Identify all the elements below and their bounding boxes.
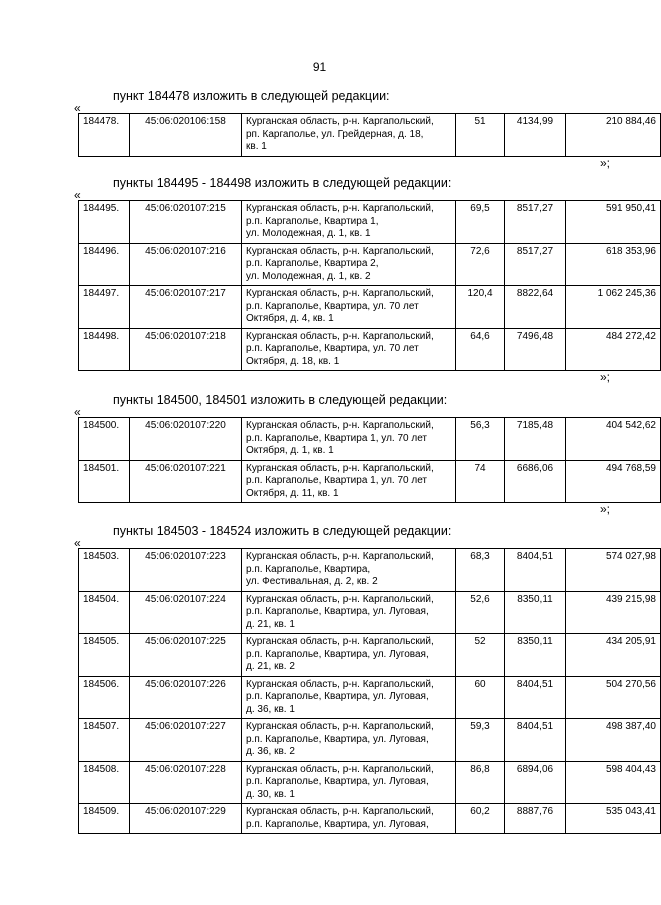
- cadastral-number-cell: 45:06:020107:218: [130, 328, 242, 371]
- address-line: д. 21, кв. 2: [246, 661, 295, 672]
- address-line: ул. Молодежная, д. 1, кв. 2: [246, 270, 371, 282]
- area-cell: 74: [456, 460, 505, 503]
- table-row: [79, 591, 661, 634]
- unit-price-cell: 8517,27: [505, 201, 566, 244]
- item-number-cell: 184506.: [79, 676, 130, 719]
- address-line: Курганская область, р-н. Каргапольский,: [246, 116, 434, 127]
- table-row: [79, 286, 661, 329]
- item-number-cell: 184509.: [79, 804, 130, 834]
- address-line: р.п. Каргаполье, Квартира, ул. Луговая,: [246, 648, 429, 660]
- unit-price-cell: 6686,06: [505, 460, 566, 503]
- section-heading: пункты 184503 - 184524 изложить в следующей редакции:: [113, 524, 452, 538]
- address-line: Курганская область, р-н. Каргапольский,: [246, 636, 434, 647]
- address-line: Курганская область, р-н. Каргапольский,: [246, 462, 434, 474]
- total-value-cell: 498 387,40: [566, 719, 661, 762]
- section-heading: пункт 184478 изложить в следующей редакции:: [113, 89, 390, 103]
- address-line: Курганская область, р-н. Каргапольский,: [246, 420, 434, 431]
- address-line: Курганская область, р-н. Каргапольский,: [246, 288, 434, 299]
- cadastral-number-cell: 45:06:020107:229: [130, 804, 242, 834]
- property-table: [78, 113, 661, 157]
- address-line: р.п. Каргаполье, Квартира, ул. 70 лет: [246, 343, 419, 354]
- address-line: Курганская область, р-н. Каргапольский,: [246, 330, 434, 342]
- area-cell: 59,3: [456, 719, 505, 762]
- area-cell: 52: [456, 634, 505, 677]
- item-number-cell: 184497.: [79, 286, 130, 329]
- property-table: [78, 417, 661, 503]
- cadastral-number-cell: 45:06:020107:228: [130, 761, 242, 804]
- unit-price-cell: 8517,27: [505, 243, 566, 286]
- total-value-cell: 1 062 245,36: [566, 286, 661, 329]
- item-number-cell: 184508.: [79, 761, 130, 804]
- unit-price-cell: 4134,99: [505, 114, 566, 157]
- area-cell: 60: [456, 676, 505, 719]
- section-heading: пункты 184495 - 184498 изложить в следующей редакции:: [113, 176, 452, 190]
- address-line: Октября, д. 1, кв. 1: [246, 445, 334, 456]
- table-row: [79, 634, 661, 677]
- address-line: Курганская область, р-н. Каргапольский,: [246, 678, 434, 690]
- table-row: [79, 243, 661, 286]
- unit-price-cell: 8350,11: [505, 634, 566, 677]
- item-number-cell: 184498.: [79, 328, 130, 371]
- cadastral-number-cell: 45:06:020107:224: [130, 591, 242, 634]
- cadastral-number-cell: 45:06:020107:216: [130, 243, 242, 286]
- area-cell: 72,6: [456, 243, 505, 286]
- property-table: [78, 200, 661, 371]
- address-line: д. 36, кв. 1: [246, 703, 295, 715]
- item-number-cell: 184501.: [79, 460, 130, 503]
- total-value-cell: 439 215,98: [566, 591, 661, 634]
- total-value-cell: 494 768,59: [566, 460, 661, 503]
- item-number-cell: 184496.: [79, 243, 130, 286]
- address-line: Октября, д. 18, кв. 1: [246, 355, 340, 367]
- address-line: р.п. Каргаполье, Квартира, ул. 70 лет: [246, 300, 419, 312]
- address-line: ул. Фестивальная, д. 2, кв. 2: [246, 576, 378, 587]
- cadastral-number-cell: 45:06:020106:158: [130, 114, 242, 157]
- item-number-cell: 184503.: [79, 549, 130, 592]
- total-value-cell: 591 950,41: [566, 201, 661, 244]
- unit-price-cell: 8404,51: [505, 549, 566, 592]
- address-cell: [242, 201, 456, 244]
- address-line: кв. 1: [246, 141, 267, 152]
- address-cell: [242, 460, 456, 503]
- address-line: Октября, д. 4, кв. 1: [246, 313, 334, 324]
- cadastral-number-cell: 45:06:020107:225: [130, 634, 242, 677]
- cadastral-number-cell: 45:06:020107:223: [130, 549, 242, 592]
- address-line: р.п. Каргаполье, Квартира, ул. Луговая,: [246, 818, 429, 830]
- address-line: Курганская область, р-н. Каргапольский,: [246, 721, 434, 732]
- address-cell: [242, 761, 456, 804]
- address-line: р.п. Каргаполье, Квартира, ул. Луговая,: [246, 733, 429, 745]
- address-cell: [242, 634, 456, 677]
- area-cell: 120,4: [456, 286, 505, 329]
- address-line: д. 30, кв. 1: [246, 788, 295, 800]
- cadastral-number-cell: 45:06:020107:215: [130, 201, 242, 244]
- table-row: [79, 201, 661, 244]
- opening-quote: «: [74, 188, 81, 202]
- address-line: р.п. Каргаполье, Квартира 2,: [246, 258, 379, 269]
- total-value-cell: 618 353,96: [566, 243, 661, 286]
- address-line: Курганская область, р-н. Каргапольский,: [246, 245, 434, 257]
- total-value-cell: 434 205,91: [566, 634, 661, 677]
- total-value-cell: 404 542,62: [566, 418, 661, 461]
- address-cell: [242, 243, 456, 286]
- address-cell: [242, 549, 456, 592]
- unit-price-cell: 8887,76: [505, 804, 566, 834]
- address-cell: [242, 418, 456, 461]
- address-cell: [242, 591, 456, 634]
- table-row: [79, 719, 661, 762]
- area-cell: 64,6: [456, 328, 505, 371]
- unit-price-cell: 8822,64: [505, 286, 566, 329]
- address-cell: [242, 676, 456, 719]
- unit-price-cell: 7185,48: [505, 418, 566, 461]
- total-value-cell: 535 043,41: [566, 804, 661, 834]
- address-line: р.п. Каргаполье, Квартира, ул. Луговая,: [246, 691, 429, 702]
- address-line: рп. Каргаполье, ул. Грейдерная, д. 18,: [246, 128, 424, 140]
- address-line: Курганская область, р-н. Каргапольский,: [246, 203, 434, 214]
- address-cell: [242, 328, 456, 371]
- section-heading: пункты 184500, 184501 изложить в следующей редакции:: [113, 393, 448, 407]
- unit-price-cell: 8350,11: [505, 591, 566, 634]
- address-line: р.п. Каргаполье, Квартира 1, ул. 70 лет: [246, 475, 428, 486]
- table-row: [79, 114, 661, 157]
- table-row: [79, 418, 661, 461]
- address-line: Курганская область, р-н. Каргапольский,: [246, 763, 434, 775]
- page-number: 91: [312, 60, 327, 74]
- table-row: [79, 804, 661, 834]
- area-cell: 69,5: [456, 201, 505, 244]
- unit-price-cell: 6894,06: [505, 761, 566, 804]
- address-line: Курганская область, р-н. Каргапольский,: [246, 551, 434, 562]
- closing-quote: »;: [599, 502, 610, 516]
- table-row: [79, 676, 661, 719]
- area-cell: 86,8: [456, 761, 505, 804]
- unit-price-cell: 8404,51: [505, 719, 566, 762]
- address-line: р.п. Каргаполье, Квартира 1,: [246, 215, 379, 227]
- address-cell: [242, 114, 456, 157]
- item-number-cell: 184500.: [79, 418, 130, 461]
- address-cell: [242, 286, 456, 329]
- area-cell: 68,3: [456, 549, 505, 592]
- total-value-cell: 484 272,42: [566, 328, 661, 371]
- address-line: Курганская область, р-н. Каргапольский,: [246, 593, 434, 605]
- opening-quote: «: [74, 405, 81, 419]
- item-number-cell: 184504.: [79, 591, 130, 634]
- area-cell: 52,6: [456, 591, 505, 634]
- address-line: р.п. Каргаполье, Квартира 1, ул. 70 лет: [246, 432, 428, 444]
- table-row: [79, 549, 661, 592]
- table-row: [79, 460, 661, 503]
- opening-quote: «: [74, 536, 81, 550]
- unit-price-cell: 7496,48: [505, 328, 566, 371]
- address-line: д. 36, кв. 2: [246, 746, 295, 757]
- property-table: [78, 548, 661, 834]
- total-value-cell: 504 270,56: [566, 676, 661, 719]
- total-value-cell: 574 027,98: [566, 549, 661, 592]
- opening-quote: «: [74, 101, 81, 115]
- total-value-cell: 598 404,43: [566, 761, 661, 804]
- cadastral-number-cell: 45:06:020107:226: [130, 676, 242, 719]
- closing-quote: »;: [599, 155, 610, 170]
- item-number-cell: 184478.: [79, 114, 130, 157]
- total-value-cell: 210 884,46: [566, 114, 661, 157]
- amendment-section: [74, 523, 656, 834]
- cadastral-number-cell: 45:06:020107:227: [130, 719, 242, 762]
- cadastral-number-cell: 45:06:020107:217: [130, 286, 242, 329]
- address-line: р.п. Каргаполье, Квартира,: [246, 563, 371, 575]
- amendment-section: [74, 88, 656, 170]
- address-line: р.п. Каргаполье, Квартира, ул. Луговая,: [246, 606, 429, 617]
- area-cell: 51: [456, 114, 505, 157]
- amendment-section: [74, 175, 656, 384]
- address-line: р.п. Каргаполье, Квартира, ул. Луговая,: [246, 776, 429, 787]
- cadastral-number-cell: 45:06:020107:220: [130, 418, 242, 461]
- item-number-cell: 184507.: [79, 719, 130, 762]
- address-line: Октября, д. 11, кв. 1: [246, 487, 339, 499]
- closing-quote: »;: [599, 370, 610, 384]
- area-cell: 60,2: [456, 804, 505, 834]
- amendment-section: [74, 392, 656, 516]
- cadastral-number-cell: 45:06:020107:221: [130, 460, 242, 503]
- unit-price-cell: 8404,51: [505, 676, 566, 719]
- table-row: [79, 328, 661, 371]
- item-number-cell: 184495.: [79, 201, 130, 244]
- address-cell: [242, 804, 456, 834]
- address-cell: [242, 719, 456, 762]
- table-row: [79, 761, 661, 804]
- area-cell: 56,3: [456, 418, 505, 461]
- address-line: Курганская область, р-н. Каргапольский,: [246, 806, 434, 817]
- item-number-cell: 184505.: [79, 634, 130, 677]
- address-line: ул. Молодежная, д. 1, кв. 1: [246, 228, 371, 239]
- address-line: д. 21, кв. 1: [246, 618, 295, 630]
